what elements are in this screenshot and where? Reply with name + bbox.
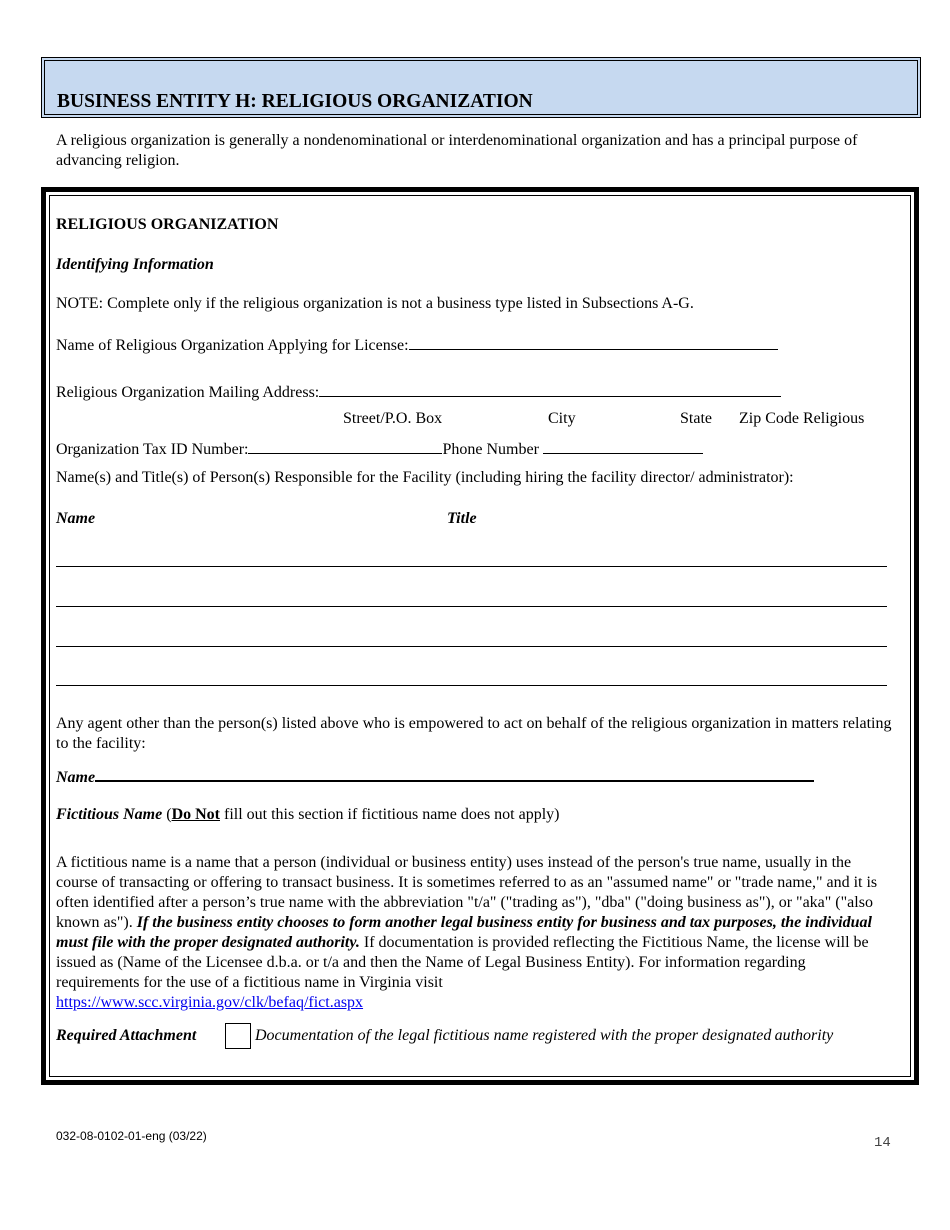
address-zip-caption: Zip Code Religious <box>739 410 865 427</box>
address-row <box>56 382 781 402</box>
identifying-info-heading: Identifying Information <box>56 256 214 273</box>
fictitious-paren: ( <box>162 806 172 823</box>
scc-fictitious-link[interactable]: https://www.scc.virginia.gov/clk/befaq/fict.aspx <box>56 994 364 1011</box>
tax-id-label: Organization Tax ID Number: <box>56 441 249 458</box>
address-label: Religious Organization Mailing Address: <box>56 384 320 401</box>
intro-text: A religious organization is generally a nondenominational or interdenominational organization and has a principal purpose of advancing religion. <box>56 132 858 169</box>
agent-name-row <box>56 766 814 787</box>
form-code: 032-08-0102-01-eng (03/22) <box>56 1129 207 1143</box>
address-state-caption: State <box>680 410 712 427</box>
phone-field[interactable] <box>543 439 703 454</box>
do-not-emphasis: Do Not <box>171 806 220 823</box>
fictitious-instruction: fill out this section if fictitious name does not apply) <box>220 806 560 823</box>
address-city-caption: City <box>548 410 576 427</box>
page-number: 14 <box>874 1135 891 1151</box>
col-name-header: Name <box>56 510 96 527</box>
section-header-box <box>41 57 921 118</box>
page-title: BUSINESS ENTITY H: RELIGIOUS ORGANIZATION <box>57 91 533 112</box>
phone-label: Phone Number <box>442 441 539 458</box>
org-name-field[interactable] <box>409 335 778 350</box>
fictitious-para-2: If documentation is provided reflecting the Fictitious Name, the license will be issued as (Name of the Licensee d.b.a. or t/a and then the Name of Legal Business Entity). For information regarding requirements for the use of a fictitious name in Virginia visit <box>56 934 869 991</box>
tax-id-field[interactable] <box>248 439 442 454</box>
attachment-checkbox[interactable] <box>225 1023 251 1049</box>
fictitious-label: Fictitious Name <box>56 806 163 823</box>
agent-name-label: Name <box>56 769 96 786</box>
fictitious-para-1: A fictitious name is a name that a person (individual or business entity) uses instead of the person's true name, usually in the course of transacting or offering to transact business. It is sometimes referred to as an "assumed name" or "trade name," and it is often identified after a person’s true name with the abbreviation "t/a" ("trading as"), "dba" ("doing business as"), or "aka" ("also known as"). <box>56 854 878 931</box>
responsible-line-3[interactable] <box>56 646 887 647</box>
org-name-label: Name of Religious Organization Applying for License: <box>56 337 409 354</box>
fictitious-heading <box>56 806 560 824</box>
agent-name-field[interactable] <box>95 766 814 782</box>
fictitious-paragraph <box>56 853 892 1013</box>
note-text: NOTE: Complete only if the religious organization is not a business type listed in Subsections A-G. <box>56 295 694 312</box>
responsible-line-1[interactable] <box>56 566 887 567</box>
taxid-phone-row <box>56 439 703 459</box>
org-name-row <box>56 335 778 355</box>
required-attachment-label: Required Attachment <box>56 1027 197 1044</box>
section-heading: RELIGIOUS ORGANIZATION <box>56 216 279 233</box>
agent-text: Any agent other than the person(s) listed above who is empowered to act on behalf of the religious organization in matters relating to the facility: <box>56 715 892 752</box>
address-field[interactable] <box>319 382 781 397</box>
fictitious-para-bold: If the business entity chooses to form another legal business entity for business and tax purposes, the individual must file with the proper designated authority. <box>56 914 872 951</box>
col-title-header: Title <box>447 510 477 527</box>
responsible-line-4[interactable] <box>56 685 887 686</box>
address-street-caption: Street/P.O. Box <box>343 410 443 427</box>
responsible-line-2[interactable] <box>56 606 887 607</box>
attachment-description: Documentation of the legal fictitious name registered with the proper designated authority <box>255 1027 834 1044</box>
responsible-label: Name(s) and Title(s) of Person(s) Responsible for the Facility (including hiring the facility director/ administrator): <box>56 469 794 486</box>
